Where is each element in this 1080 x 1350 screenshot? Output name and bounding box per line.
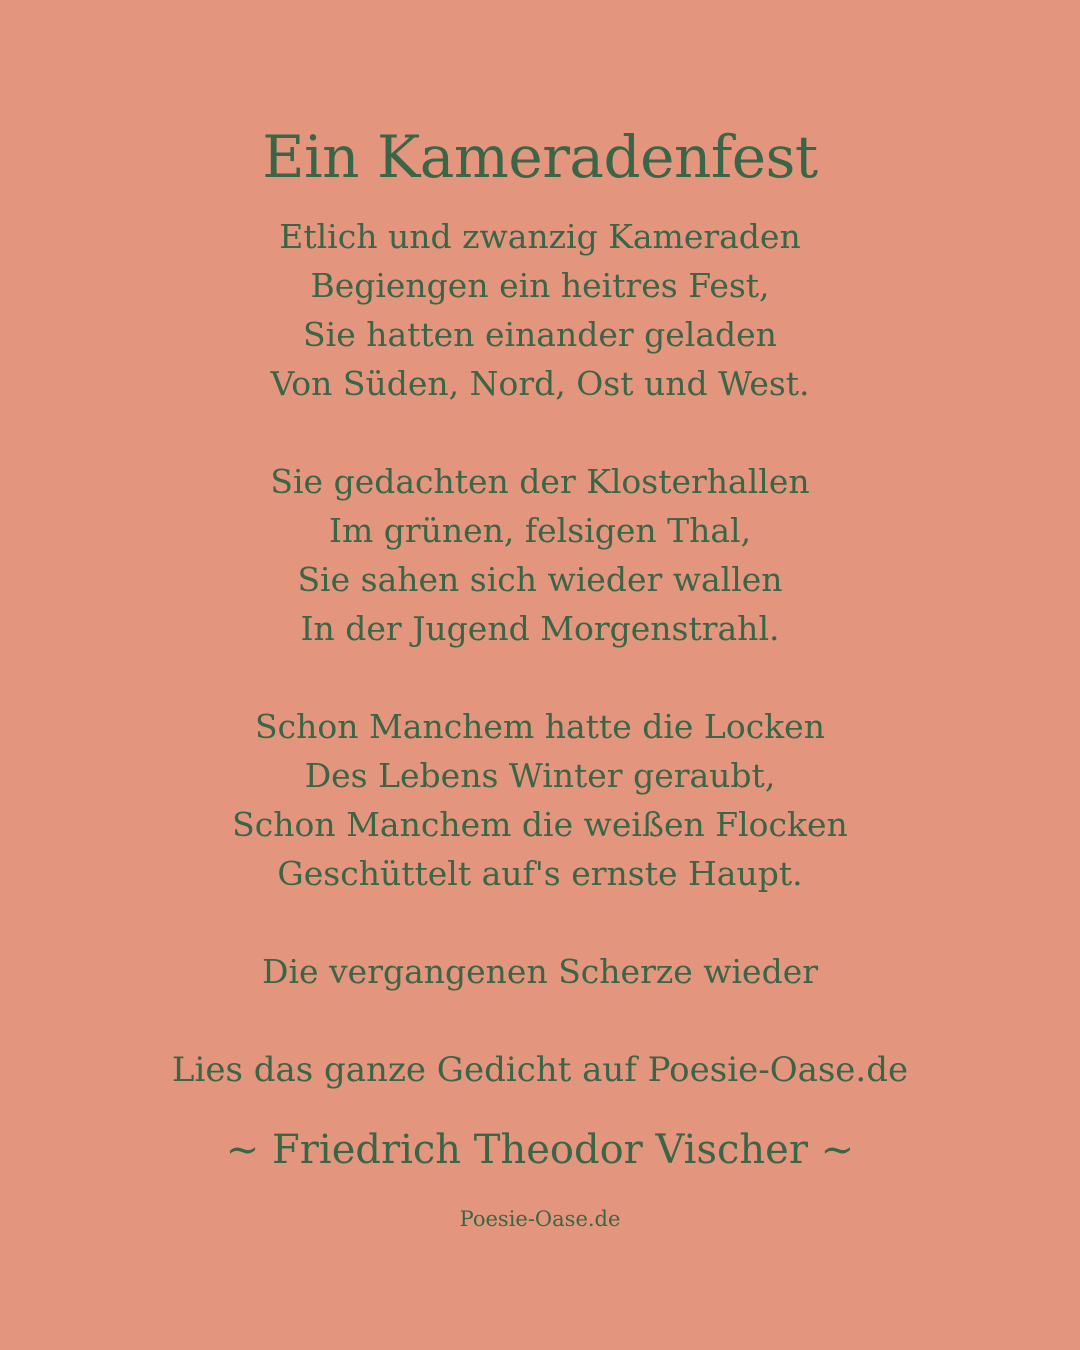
poem-line: Geschüttelt auf's ernste Haupt. — [277, 854, 803, 893]
poem-line: Etlich und zwanzig Kameraden — [279, 217, 801, 256]
site-watermark: Poesie-Oase.de — [459, 1207, 621, 1231]
poem-line: Im grünen, felsigen Thal, — [328, 511, 752, 550]
poem-line: Des Lebens Winter geraubt, — [304, 756, 776, 795]
poem-line: Begiengen ein heitres Fest, — [310, 266, 770, 305]
poem-line: Die vergangenen Scherze wieder — [261, 952, 819, 991]
poem-line: Sie gedachten der Klosterhallen — [270, 462, 810, 501]
poem-line: Sie sahen sich wieder wallen — [297, 560, 783, 599]
poem-line: In der Jugend Morgenstrahl. — [300, 609, 780, 648]
poem-line: Sie hatten einander geladen — [303, 315, 777, 354]
poem-author: ~ Friedrich Theodor Vischer ~ — [225, 1127, 855, 1173]
read-full-poem-text: Lies das ganze Gedicht auf Poesie-Oase.de — [171, 1050, 909, 1090]
poem-line: Schon Manchem hatte die Locken — [255, 707, 825, 746]
poem-title: Ein Kameradenfest — [262, 123, 818, 191]
poem-line: Von Süden, Nord, Ost und West. — [270, 364, 810, 403]
poem-line: Schon Manchem die weißen Flocken — [232, 805, 848, 844]
